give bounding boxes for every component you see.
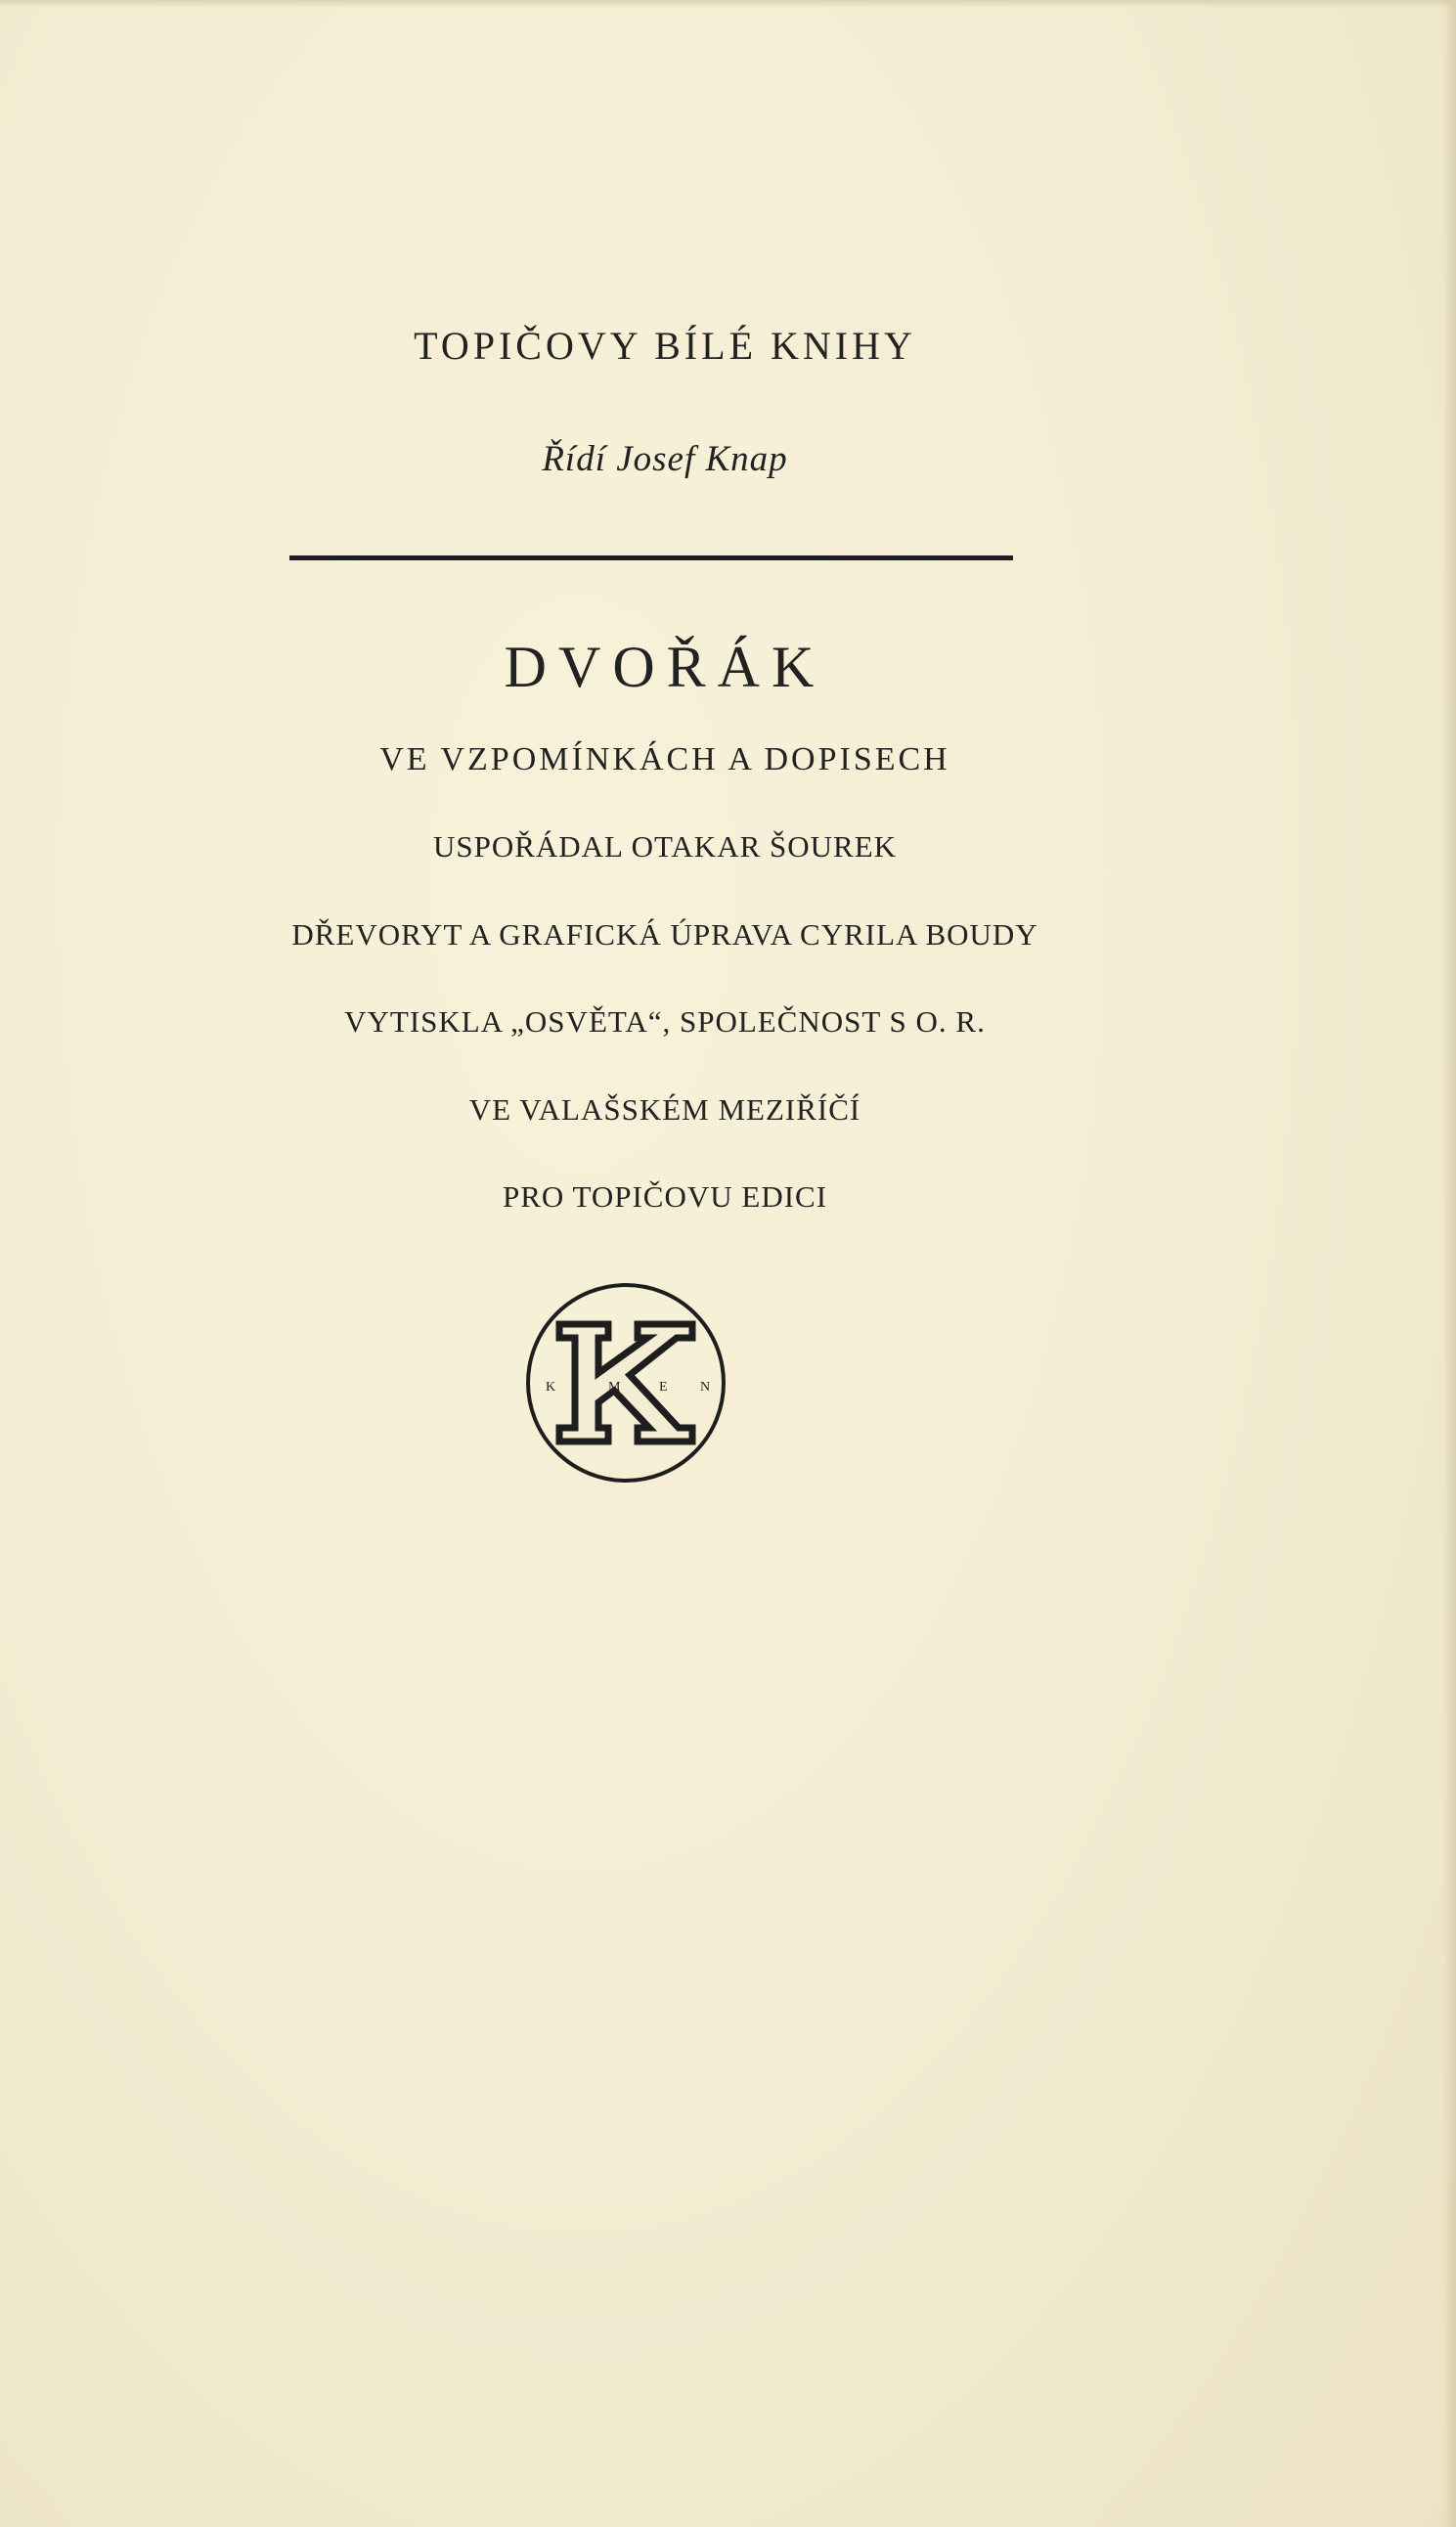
logo-letter-n: N [700,1380,711,1395]
series-title: TOPIČOVY BÍLÉ KNIHY [414,324,916,368]
logo-letter-m: M [608,1380,621,1395]
book-subtitle: VE VZPOMÍNKÁCH A DOPISECH [379,741,950,777]
credit-printer: VYTISKLA „OSVĚTA“, SPOLEČNOST S O. R. [344,1004,986,1039]
credit-location: VE VALAŠSKÉM MEZIŘÍČÍ [468,1092,861,1127]
page-right-edge [1442,0,1456,2527]
book-title: DVOŘÁK [504,635,826,699]
editor-line: Řídí Josef Knap [542,439,788,479]
credit-edition: PRO TOPIČOVU EDICI [502,1179,828,1214]
kmen-logo-icon [520,1277,731,1488]
logo-letter-e: E [659,1380,668,1395]
title-rule [289,555,1013,560]
credit-arranged-by: USPOŘÁDAL OTAKAR ŠOUREK [432,829,898,864]
page-top-edge [0,0,1456,8]
logo-letter-k: K [546,1380,556,1395]
credit-woodcut: DŘEVORYT A GRAFICKÁ ÚPRAVA CYRILA BOUDY [291,917,1038,952]
